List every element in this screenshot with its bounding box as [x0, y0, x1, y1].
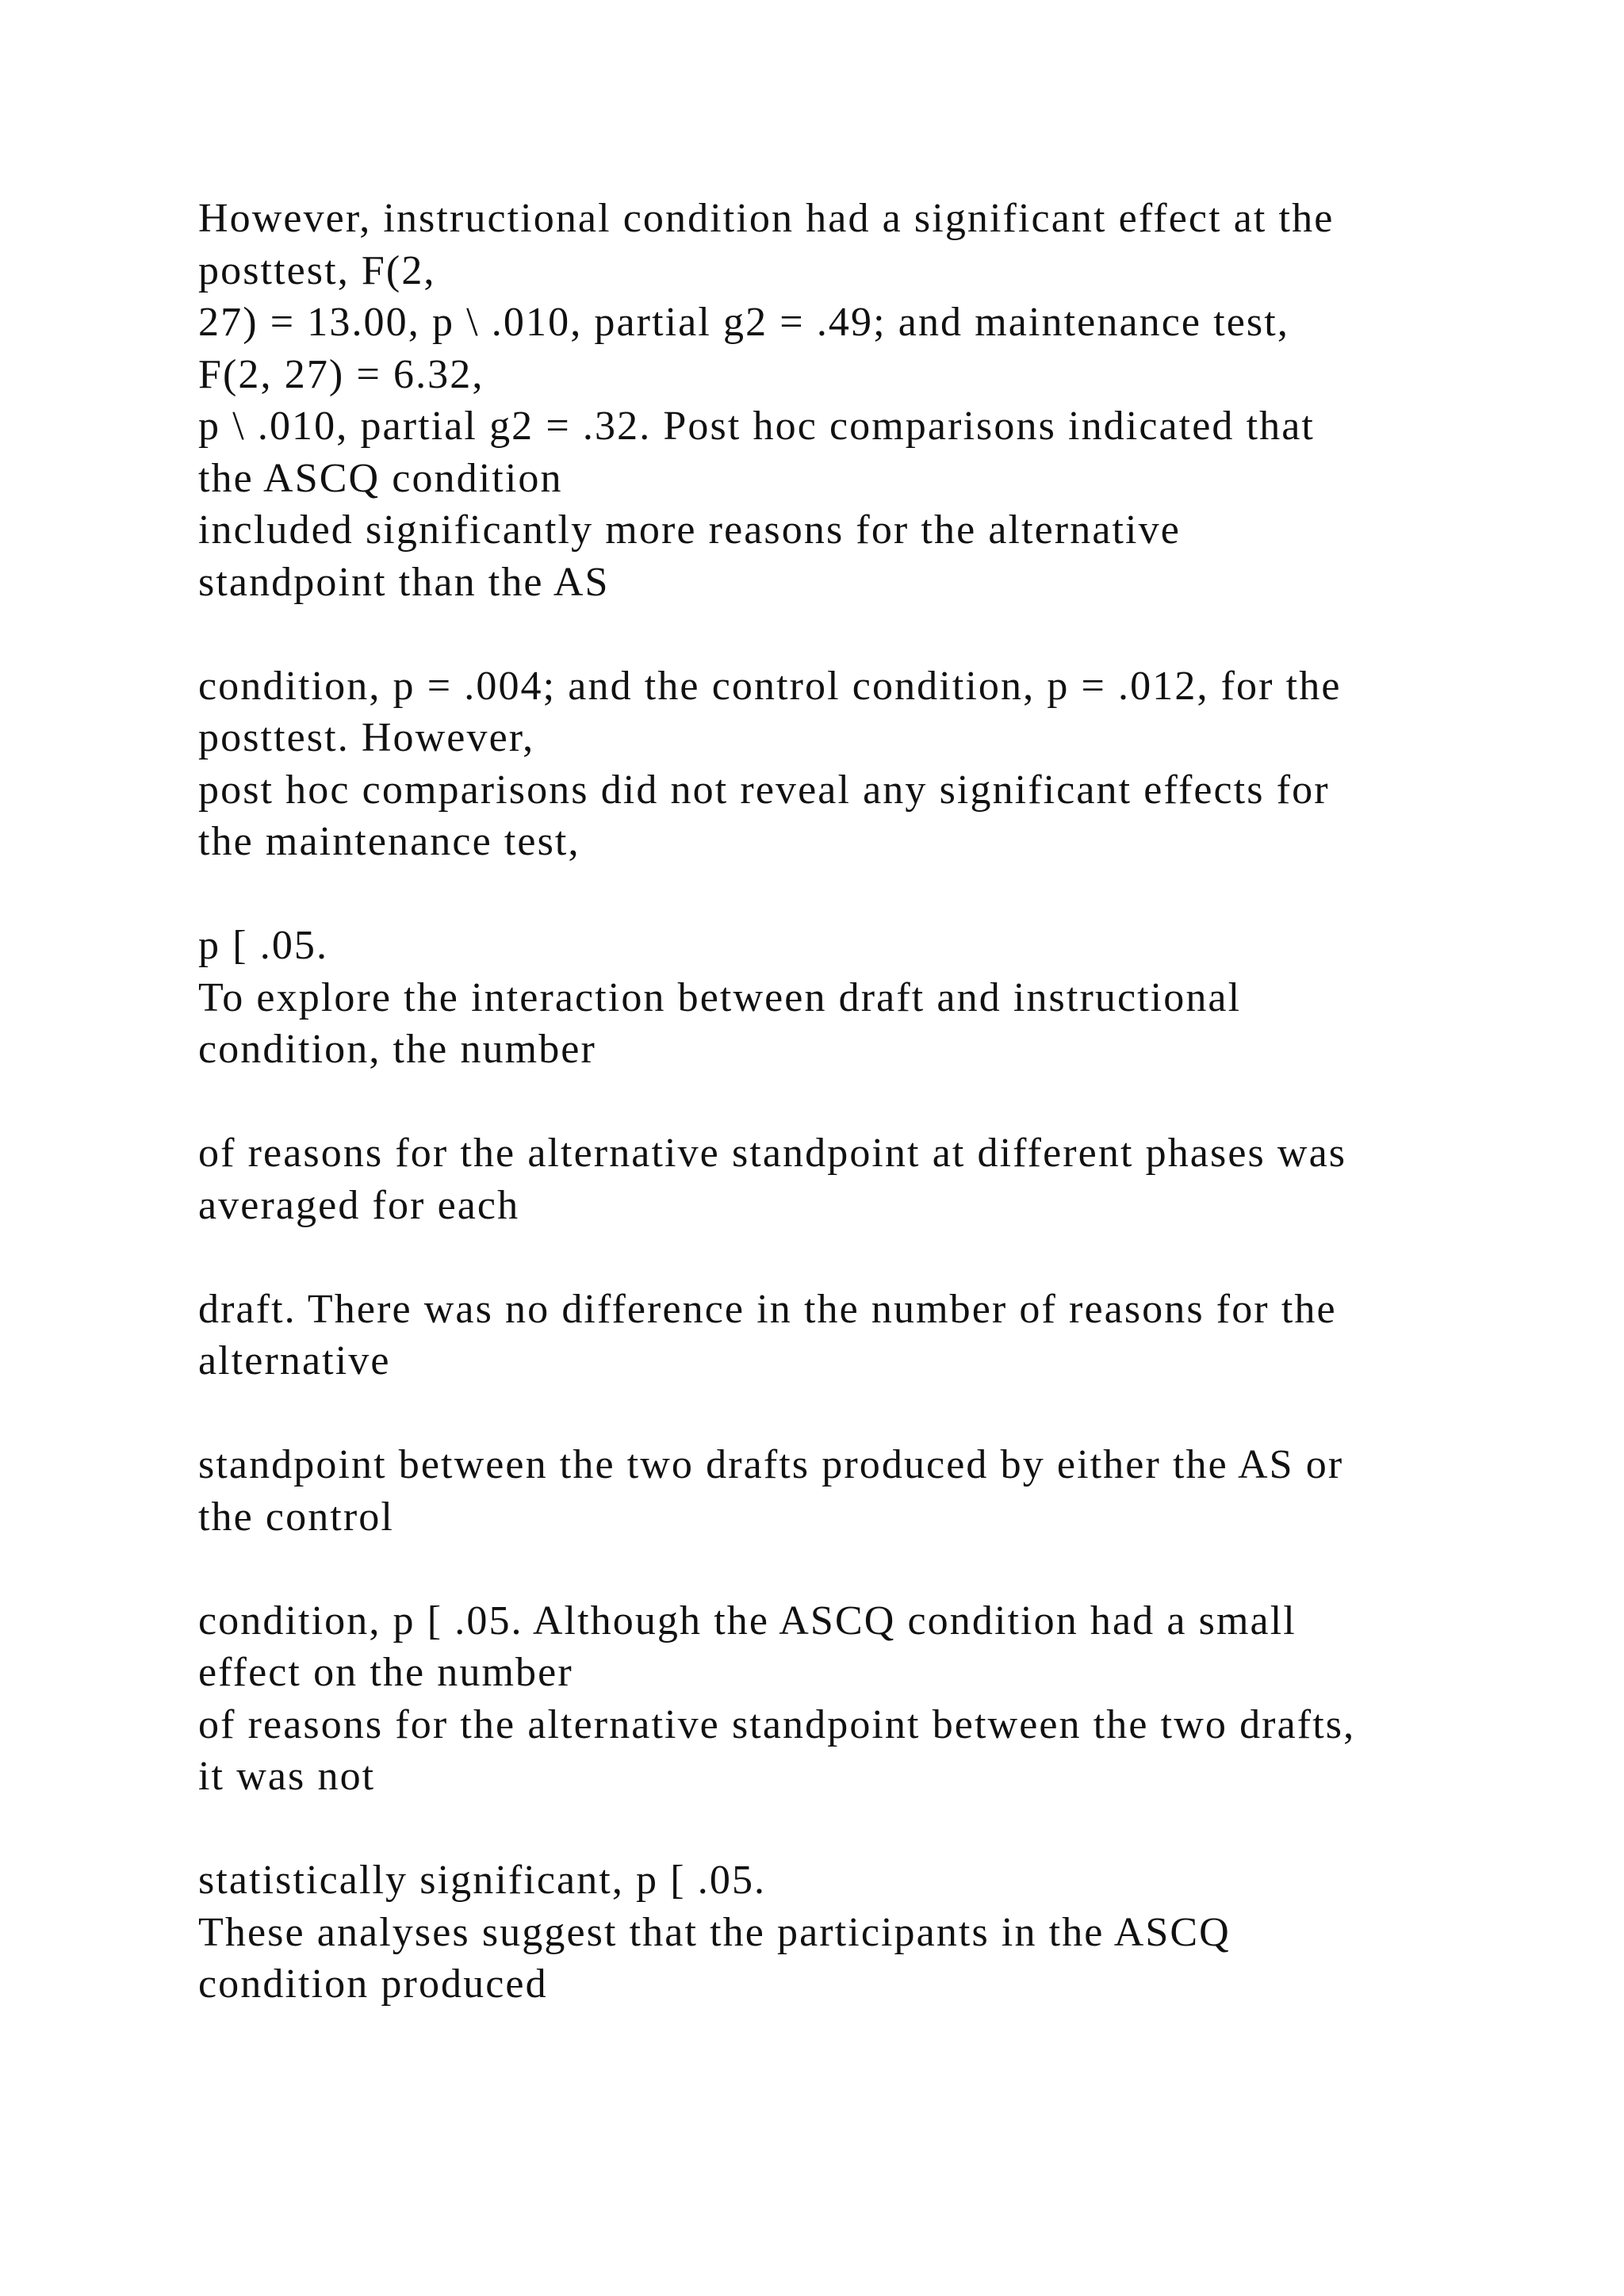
text-line: posttest. However, — [198, 715, 535, 760]
text-line: posttest, F(2, — [198, 247, 436, 293]
paragraph-gap — [198, 868, 1483, 920]
text-line: included significantly more reasons for the alternative — [198, 507, 1181, 553]
text-line: condition produced — [198, 1961, 548, 2007]
text-line: averaged for each — [198, 1182, 520, 1228]
text-line: condition, p [ .05. Although the ASCQ condition had a small — [198, 1598, 1297, 1644]
text-line: 27) = 13.00, p \ .010, partial g2 = .49; and maintenance test, — [198, 300, 1289, 345]
text-line: p \ .010, partial g2 = .32. Post hoc comparisons indicated that — [198, 404, 1315, 449]
text-line: condition, the number — [198, 1027, 596, 1072]
text-line: However, instructional condition had a significant effect at the — [198, 196, 1335, 241]
paragraph-gap — [198, 1387, 1483, 1440]
text-line: the control — [198, 1494, 394, 1540]
paragraph-gap — [198, 1543, 1483, 1595]
text-line: standpoint than the AS — [198, 559, 610, 605]
text-line: effect on the number — [198, 1650, 573, 1695]
text-line: alternative — [198, 1338, 391, 1383]
text-line: F(2, 27) = 6.32, — [198, 351, 485, 397]
text-line: standpoint between the two drafts produced by either the AS or — [198, 1442, 1344, 1487]
text-line: the maintenance test, — [198, 819, 580, 864]
body-text — [198, 193, 1483, 2011]
text-line: statistically significant, p [ .05. — [198, 1858, 767, 1903]
text-line: post hoc comparisons did not reveal any significant effects for — [198, 767, 1330, 813]
text-line: These analyses suggest that the participants in the ASCQ — [198, 1909, 1231, 1955]
paragraph-gap — [198, 1231, 1483, 1284]
text-line: draft. There was no difference in the number of reasons for the — [198, 1286, 1337, 1332]
text-line: condition, p = .004; and the control condition, p = .012, for the — [198, 663, 1342, 709]
text-line: of reasons for the alternative standpoint at different phases was — [198, 1131, 1347, 1176]
text-line: of reasons for the alternative standpoint between the two drafts, — [198, 1701, 1356, 1747]
paragraph-gap — [198, 1803, 1483, 1855]
text-line: p [ .05. — [198, 923, 329, 968]
text-line: it was not — [198, 1754, 376, 1799]
paragraph-gap — [198, 1076, 1483, 1128]
paragraph-gap — [198, 608, 1483, 660]
text-line: the ASCQ condition — [198, 455, 563, 501]
text-line: To explore the interaction between draft and instructional — [198, 974, 1242, 1020]
